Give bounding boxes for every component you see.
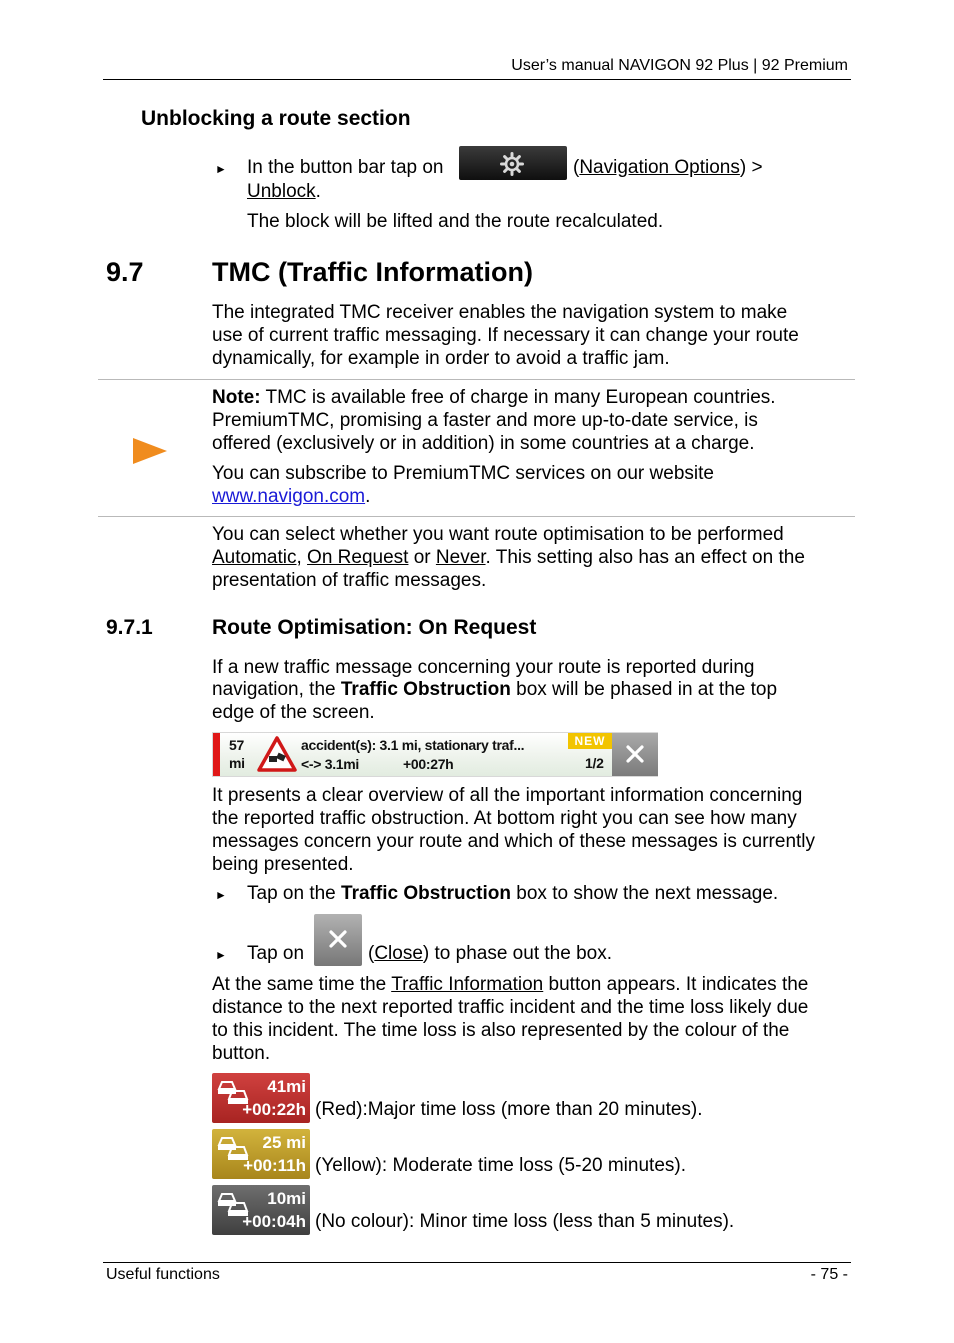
p3-line-4: button.: [212, 1043, 271, 1064]
traffic-info-desc-grey: (No colour): Minor time loss (less than 5 minutes).: [315, 1211, 735, 1232]
p2-line-2: the reported traffic obstruction. At bottom right you can see how many: [212, 808, 797, 829]
intro-line-1: The integrated TMC receiver enables the navigation system to make: [212, 302, 788, 323]
navigation-options-button[interactable]: [459, 146, 567, 180]
p3-line-3: to this incident. The time loss is also represented by the colour of the: [212, 1020, 790, 1041]
options-line-3: presentation of traffic messages.: [212, 570, 487, 591]
running-header: User’s manual NAVIGON 92 Plus | 92 Premium: [511, 57, 848, 74]
automatic-link[interactable]: Automatic: [212, 547, 297, 568]
traffic-information-link[interactable]: Traffic Information: [391, 974, 544, 995]
traffic-info-button-grey[interactable]: [212, 1185, 310, 1235]
traffic-box-message: accident(s): 3.1 mi, stationary traf...: [301, 737, 525, 753]
subsection-title: Route Optimisation: On Request: [212, 616, 537, 639]
close-icon: [626, 745, 644, 763]
close-link[interactable]: Close: [374, 943, 423, 964]
traffic-info-button-red[interactable]: [212, 1073, 310, 1123]
traffic-info-desc-red: (Red):Major time loss (more than 20 minutes).: [315, 1099, 703, 1120]
unblock-link[interactable]: Unblock: [247, 181, 316, 202]
options-line-2: Automatic, On Request or Never. This setting also has an effect on the: [212, 547, 805, 568]
traffic-info-time: +00:04h: [242, 1212, 306, 1231]
note-line-1: Note: TMC is available free of charge in many European countries.: [212, 387, 776, 408]
unblock-result: The block will be lifted and the route recalculated.: [247, 211, 664, 232]
traffic-info-distance: 25 mi: [262, 1133, 306, 1152]
unblock-step-tail: (Navigation Options) >: [573, 157, 763, 178]
footer-section: Useful functions: [106, 1266, 220, 1283]
note-label: Note:: [212, 387, 261, 408]
traffic-box-distance: 57: [229, 737, 244, 753]
message-counter: 1/2: [585, 755, 604, 771]
unblock-line2: Unblock.: [247, 181, 321, 202]
traffic-box-extent: <-> 3.1mi: [301, 756, 360, 772]
bullet-icon: ►: [215, 948, 227, 962]
note-bottom-rule: [98, 516, 855, 517]
close-button[interactable]: [314, 914, 362, 966]
step-1: Tap on the Traffic Obstruction box to show the next message.: [247, 883, 779, 904]
traffic-box-delay: +00:27h: [403, 756, 454, 772]
step-2-tail: (Close) to phase out the box.: [368, 943, 612, 964]
unblock-heading: Unblocking a route section: [141, 107, 411, 130]
bullet-icon: ►: [215, 888, 227, 902]
unblock-step-pre: In the button bar tap on: [247, 157, 444, 178]
footer-rule: [103, 1262, 851, 1263]
traffic-obstruction-box[interactable]: [212, 732, 658, 777]
page-number: - 75 -: [810, 1266, 848, 1283]
p2-line-4: being presented.: [212, 854, 354, 875]
on-request-link[interactable]: On Request: [307, 547, 409, 568]
section-title: TMC (Traffic Information): [212, 257, 533, 287]
note-top-rule: [98, 379, 855, 380]
note-line-2: PremiumTMC, promising a faster and more up-to-date service, is: [212, 410, 758, 431]
gear-icon: [500, 152, 524, 176]
note-line-5: www.navigon.com.: [212, 486, 371, 507]
p1-line-2: navigation, the Traffic Obstruction box will be phased in at the top: [212, 679, 778, 700]
navigation-options-link[interactable]: Navigation Options: [579, 157, 740, 178]
intro-line-2: use of current traffic messaging. If necessary it can change your route: [212, 325, 799, 346]
p1-line-3: edge of the screen.: [212, 702, 375, 723]
website-link[interactable]: www.navigon.com: [212, 486, 366, 507]
bullet-icon: ►: [215, 162, 227, 176]
traffic-info-time: +00:22h: [242, 1100, 306, 1119]
note-line-3: offered (exclusively or in addition) in some countries at a charge.: [212, 433, 755, 454]
note-arrow-icon: [133, 438, 167, 464]
traffic-info-desc-yellow: (Yellow): Moderate time loss (5-20 minutes).: [315, 1155, 686, 1176]
traffic-box-close-button[interactable]: [612, 733, 658, 776]
p3-line-1: At the same time the Traffic Information button appears. It indicates the: [212, 974, 809, 995]
p2-line-3: messages concern your route and which of these messages is currently: [212, 831, 816, 852]
new-badge: NEW: [568, 733, 612, 749]
intro-line-3: dynamically, for example in order to avoid a traffic jam.: [212, 348, 670, 369]
header-rule: [103, 79, 851, 80]
traffic-info-distance: 41mi: [267, 1077, 306, 1096]
note-line-4: You can subscribe to PremiumTMC services on our website: [212, 463, 714, 484]
subsection-number: 9.7.1: [106, 616, 153, 639]
warning-triangle-icon: [257, 736, 297, 772]
p1-line-1: If a new traffic message concerning your route is reported during: [212, 657, 755, 678]
options-line-1: You can select whether you want route optimisation to be performed: [212, 524, 784, 545]
step-2-pre: Tap on: [247, 943, 305, 964]
traffic-box-unit: mi: [229, 755, 245, 771]
traffic-info-distance: 10mi: [267, 1189, 306, 1208]
traffic-box-red-bar: [213, 733, 220, 776]
never-link[interactable]: Never: [435, 547, 486, 568]
p2-line-1: It presents a clear overview of all the important information concerning: [212, 785, 803, 806]
traffic-info-button-yellow[interactable]: [212, 1129, 310, 1179]
p3-line-2: distance to the next reported traffic incident and the time loss likely due: [212, 997, 809, 1018]
close-icon: [329, 930, 347, 948]
traffic-info-time: +00:11h: [243, 1156, 306, 1175]
section-number: 9.7: [106, 257, 144, 287]
